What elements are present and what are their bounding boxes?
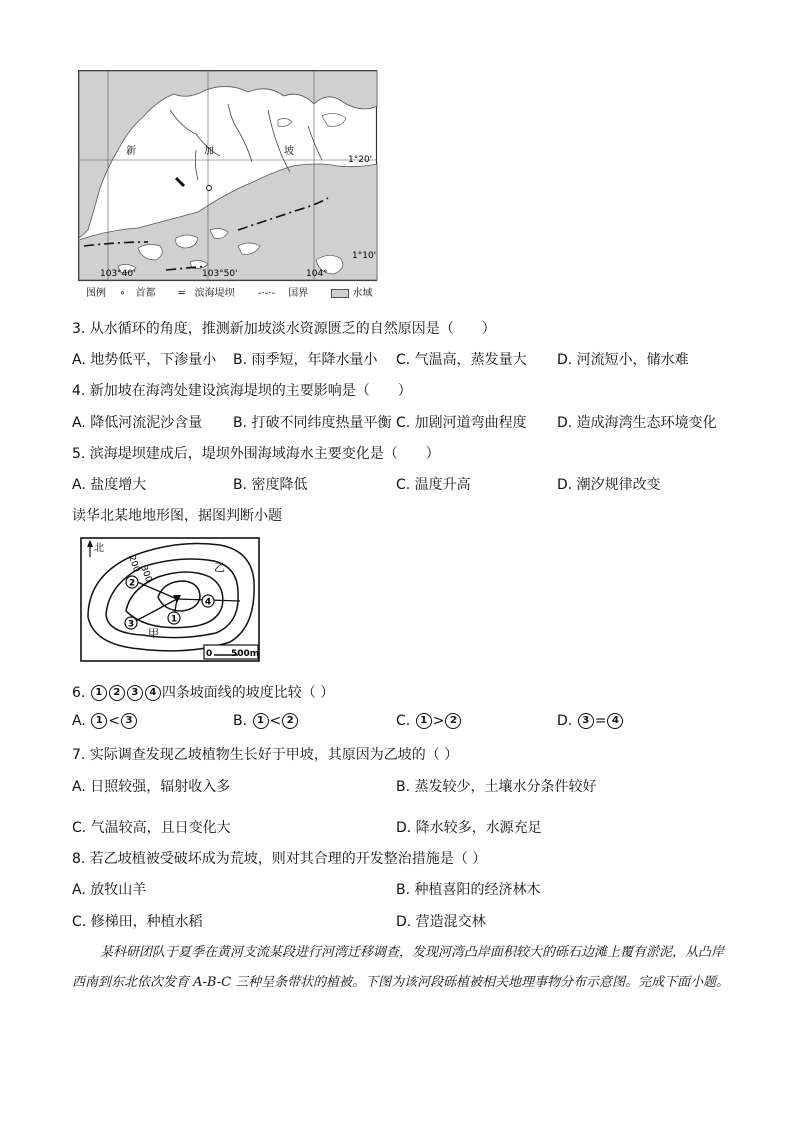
north-label: 北 [94, 543, 104, 554]
legend-title: 图例 [86, 288, 106, 299]
intro-topographic: 读华北某地地形图，据图判断小题 [72, 508, 282, 524]
question-3-stem: 3. 从水循环的角度，推测新加坡淡水资源匮乏的自然原因是（ ） [72, 321, 496, 337]
map1-lat-label-2: 1°10' [352, 251, 377, 261]
map1-label-po: 坡 [284, 146, 294, 157]
point-4 [202, 595, 214, 608]
point-1 [168, 612, 180, 625]
question-7-stem: 7. 实际调查发现乙坡植物生长好于甲坡，其原因为乙坡的（ ） [72, 747, 459, 763]
q6-option-c[interactable]: C. 1 > 2 [396, 713, 462, 729]
map1-lon-label-1: 103°40' [100, 269, 136, 279]
scale-label: 500m [231, 649, 260, 659]
q7-option-a[interactable]: A. 日照较强，辐射收入多 [72, 779, 231, 795]
q8-option-a[interactable]: A. 放牧山羊 [72, 882, 147, 898]
q4-option-a[interactable]: A. 降低河流泥沙含量 [72, 415, 203, 431]
svg-text:3: 3 [127, 619, 135, 630]
capital-icon: ∘ [119, 288, 126, 299]
q8-option-d[interactable]: D. 营造混交林 [396, 914, 486, 930]
circled-3: 3 [127, 685, 143, 701]
q3-option-a[interactable]: A. 地势低平，下渗量小 [72, 352, 217, 368]
singapore-map [78, 70, 378, 282]
question-4-stem: 4. 新加坡在海湾处建设滨海堤坝的主要影响是（ ） [72, 383, 412, 399]
map1-legend [86, 284, 392, 299]
q8-option-b[interactable]: B. 种植喜阳的经济林木 [396, 882, 541, 898]
q4-option-d[interactable]: D. 造成海湾生态环境变化 [557, 415, 717, 431]
river-passage: 某科研团队于夏季在黄河支流某段进行河湾迁移调查，发现河湾凸岸面积较大的砾石边滩上覆有淤泥，从凸岸西南到东北依次发育 A-B-C 三种呈条带状的植被。下图为该河段砾植被相关地理事物分布示意图。完成下面小题。 [72, 945, 730, 990]
q5-option-d[interactable]: D. 潮汐规律改变 [557, 477, 661, 493]
q3-option-d[interactable]: D. 河流短小，储水难 [557, 352, 689, 368]
circled-4: 4 [145, 685, 161, 701]
q4-option-b[interactable]: B. 打破不同纬度热量平衡 [233, 415, 392, 431]
legend-capital: ∘ 首都 [119, 288, 156, 299]
circled-1: 1 [91, 685, 107, 701]
map1-lon-label-3: 104° [306, 269, 328, 279]
q5-option-c[interactable]: C. 温度升高 [396, 477, 471, 493]
label-yi: 乙 [214, 561, 225, 574]
q6-option-a[interactable]: A. 1 < 3 [72, 713, 138, 729]
q4-option-c[interactable]: C. 加剧河道弯曲程度 [396, 415, 527, 431]
water-icon [331, 289, 349, 298]
q3-option-b[interactable]: B. 雨季短，年降水量小 [233, 352, 378, 368]
legend-dam: ═ 滨海堤坝 [178, 288, 235, 299]
q5-option-b[interactable]: B. 密度降低 [233, 477, 308, 493]
q7-option-d[interactable]: D. 降水较多，水源充足 [396, 820, 542, 836]
circled-2: 2 [109, 685, 125, 701]
question-8-stem: 8. 若乙坡植被受破坏成为荒坡，则对其合理的开发整治措施是（ ） [72, 851, 487, 867]
legend-border: -·-·- 国界 [257, 288, 309, 299]
q6-option-b[interactable]: B. 1 < 2 [233, 713, 299, 729]
label-jia: 甲 [148, 627, 159, 640]
svg-text:1: 1 [170, 614, 178, 625]
svg-text:2: 2 [128, 578, 136, 589]
border-icon: -·-·- [257, 288, 279, 299]
contour-label-200: 200 [126, 554, 142, 574]
q8-option-c[interactable]: C. 修梯田，种植水稻 [72, 914, 203, 930]
map1-lon-label-2: 103°50' [202, 269, 238, 279]
contour-map [80, 537, 260, 662]
map1-lat-label: 1°20' [348, 155, 373, 165]
q5-option-a[interactable]: A. 盐度增大 [72, 477, 147, 493]
q7-option-b[interactable]: B. 蒸发较少，土壤水分条件较好 [396, 779, 597, 795]
contour-label-300: 300 [138, 564, 154, 584]
q6-option-d[interactable]: D. 3 = 4 [557, 713, 624, 729]
map1-label-xin: 新 [126, 146, 136, 157]
question-6-stem: 6. 1 2 3 4 四条坡面线的坡度比较（ ） [72, 685, 335, 701]
point-2 [126, 576, 138, 589]
map1-label-jia: 加 [204, 146, 214, 157]
question-5-stem: 5. 滨海堤坝建成后，堤坝外围海域海水主要变化是（ ） [72, 446, 440, 462]
q3-option-c[interactable]: C. 气温高，蒸发量大 [396, 352, 527, 368]
q7-option-c[interactable]: C. 气温较高，且日变化大 [72, 820, 231, 836]
dam-icon: ═ [178, 288, 185, 299]
legend-water: 水域 [331, 288, 382, 299]
svg-text:4: 4 [204, 597, 212, 608]
scale-zero: 0 [206, 649, 213, 659]
point-3 [125, 617, 137, 630]
